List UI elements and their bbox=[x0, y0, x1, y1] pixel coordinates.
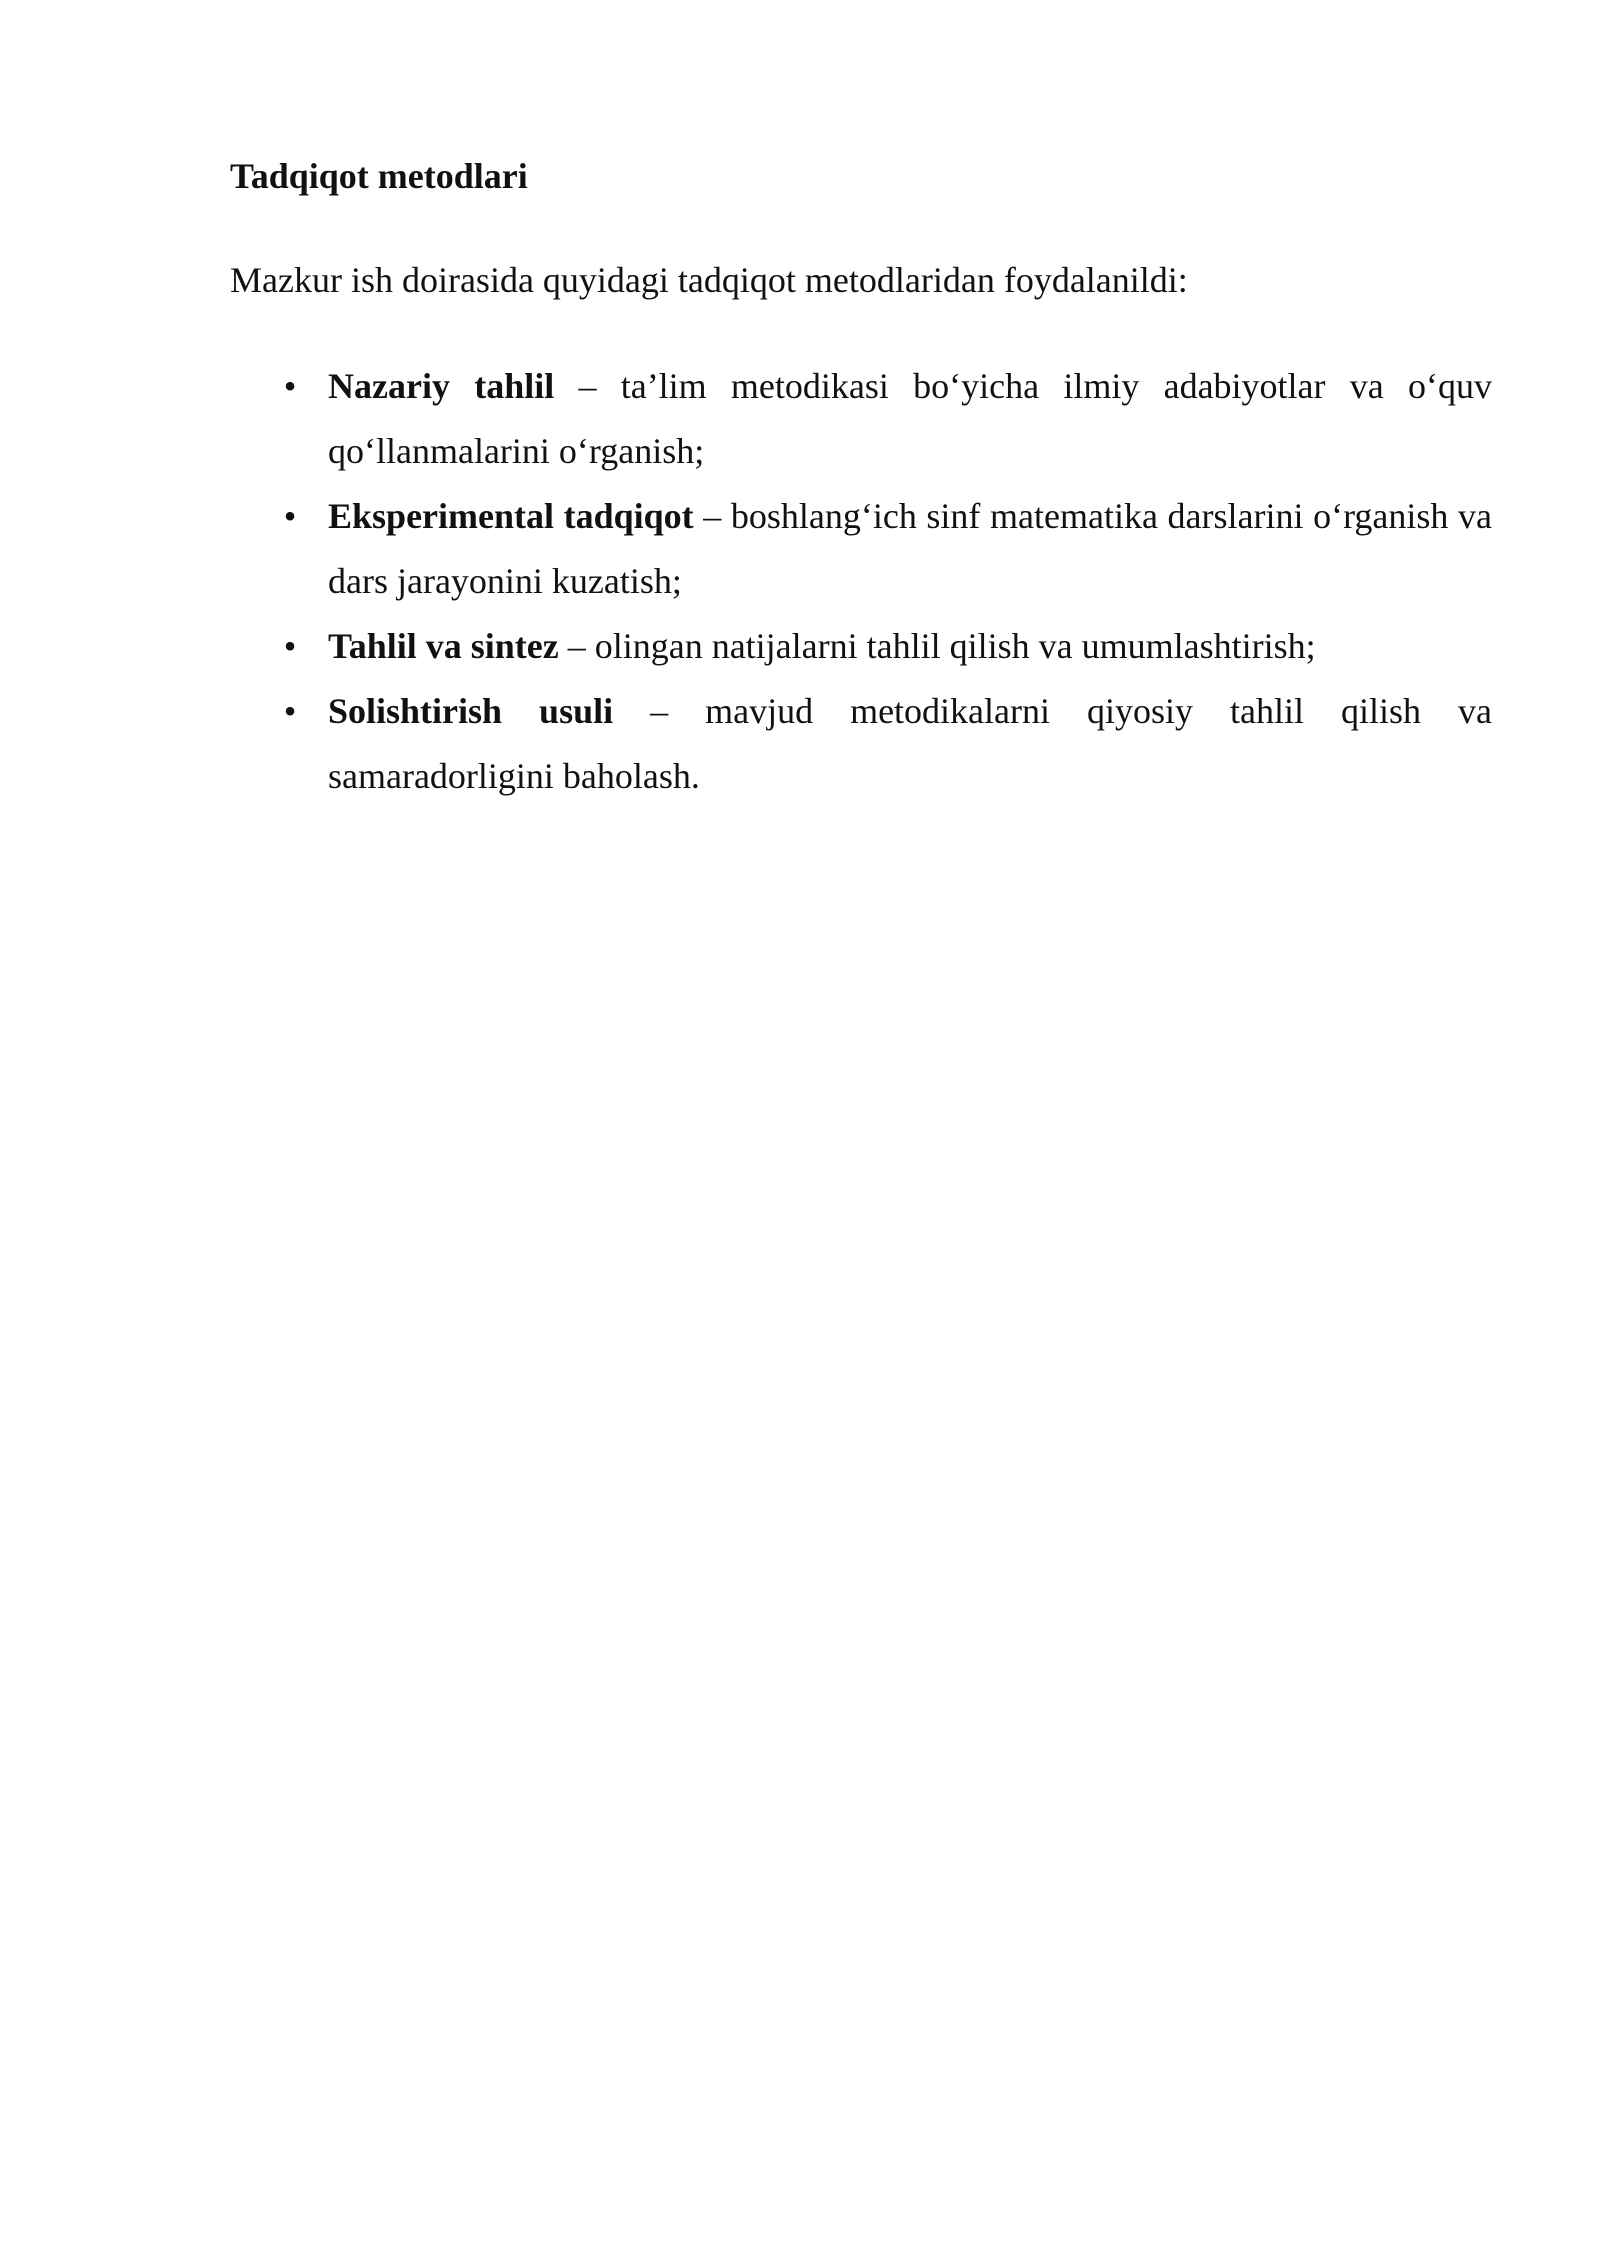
section-heading: Tadqiqot metodlari bbox=[230, 156, 528, 196]
method-description: – mavjud metodikalarni qiyosiy tahlil qilish va samaradorligini baholash. bbox=[328, 691, 1492, 796]
method-term: Eksperimental tadqiqot bbox=[328, 496, 694, 536]
intro-paragraph: Mazkur ish doirasida quyidagi tadqiqot metodlaridan foydalanildi: bbox=[230, 260, 1188, 300]
list-item bbox=[230, 679, 1492, 809]
bullet-icon: • bbox=[283, 691, 297, 731]
document-body bbox=[230, 148, 1492, 809]
method-description: – boshlang‘ich sinf matematika darslarini o‘rganish va dars jarayonini kuzatish; bbox=[328, 496, 1492, 601]
bullet-icon: • bbox=[283, 496, 297, 536]
bullet-icon: • bbox=[283, 626, 297, 666]
list-item bbox=[230, 484, 1492, 614]
method-term: Tahlil va sintez bbox=[328, 626, 559, 666]
method-term: Nazariy tahlil bbox=[328, 366, 555, 406]
methods-list bbox=[230, 354, 1492, 809]
list-item bbox=[230, 354, 1492, 484]
list-item bbox=[230, 614, 1492, 679]
method-description: – ta’lim metodikasi bo‘yicha ilmiy adabiyotlar va o‘quv qo‘llanmalarini o‘rganish; bbox=[328, 366, 1492, 471]
bullet-icon: • bbox=[283, 366, 297, 406]
method-term: Solishtirish usuli bbox=[328, 691, 614, 731]
method-description: – olingan natijalarni tahlil qilish va umumlashtirish; bbox=[558, 626, 1316, 666]
